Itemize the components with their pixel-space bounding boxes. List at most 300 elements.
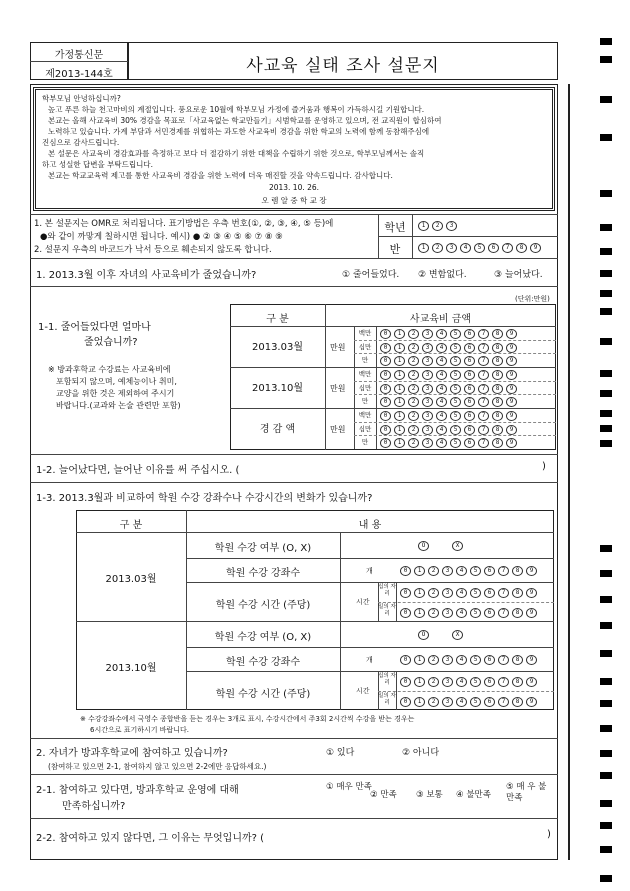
q1-1-digit-separator (354, 340, 556, 341)
amount-digit-5[interactable]: 5 (450, 370, 461, 380)
count-digit-7[interactable]: 7 (498, 566, 509, 576)
q1-3-period-label: 2013.03월 (105, 574, 157, 585)
time-digit-5[interactable]: 5 (470, 588, 481, 598)
amount-digit-4[interactable]: 4 (436, 343, 447, 353)
amount-digit-7[interactable]: 7 (478, 370, 489, 380)
q1-3-count-bubbles[interactable] (400, 565, 540, 576)
amount-digit-8[interactable]: 8 (492, 397, 503, 407)
amount-digit-3[interactable]: 3 (422, 411, 433, 421)
time-digit-9[interactable]: 9 (526, 677, 537, 687)
amount-digit-1[interactable]: 1 (394, 411, 405, 421)
class-option-1[interactable]: 1 (418, 243, 429, 253)
count-digit-4[interactable]: 4 (456, 655, 467, 665)
q2-1-option-3[interactable]: ③ 보통 (416, 790, 443, 800)
q1-1-digit-bubbles[interactable] (380, 342, 520, 353)
amount-digit-9[interactable]: 9 (506, 329, 517, 339)
q1-1-digit-bubbles[interactable] (380, 355, 520, 366)
q2-1-text-1: 2-1. 참여하고 있다면, 방과후학교 운영에 대해 (36, 785, 239, 796)
letter-line: 본 설문은 사교육비 경감효과를 측정하고 보다 더 절감하기 위한 대책을 수립하기 위한 것으로, 학부모님께서는 솔직 (48, 149, 425, 158)
q1-1-digit-bubbles[interactable] (380, 396, 520, 407)
q1-1-digit-label: 만 (361, 438, 369, 446)
amount-digit-9[interactable]: 9 (506, 425, 517, 435)
timing-mark (600, 290, 612, 297)
class-option-5[interactable]: 5 (474, 243, 485, 253)
count-digit-1[interactable]: 1 (414, 566, 425, 576)
q1-3-ox-option-O[interactable] (418, 540, 432, 551)
amount-digit-3[interactable]: 3 (422, 356, 433, 366)
q1-1-digit-label: 백만 (358, 370, 372, 378)
time-digit-5[interactable]: 5 (470, 697, 481, 707)
count-digit-9[interactable]: 9 (526, 566, 537, 576)
amount-digit-3[interactable]: 3 (422, 384, 433, 394)
amount-digit-8[interactable]: 8 (492, 356, 503, 366)
q1-3-time-digit-label: 십의 자리 (378, 673, 396, 686)
letter-line: 학부모님 안녕하십니까? (42, 94, 121, 103)
amount-digit-4[interactable]: 4 (436, 438, 447, 448)
count-digit-4[interactable]: 4 (456, 566, 467, 576)
class-option-3[interactable]: 3 (446, 243, 457, 253)
q1-1-digit-separator (354, 353, 556, 354)
class-option-9[interactable]: 9 (530, 243, 541, 253)
amount-digit-1[interactable]: 1 (394, 343, 405, 353)
amount-digit-4[interactable]: 4 (436, 329, 447, 339)
ox-bubble[interactable]: X (452, 541, 463, 551)
time-digit-1[interactable]: 1 (414, 608, 425, 618)
letter-signature: 오 렘 알 중 학 교 장 (261, 196, 327, 205)
q1-3-footnote-1: ※ 수강강좌수에서 국영수 종합반을 듣는 경우는 3개로 표시, 수강시간에서 주3회 2시간씩 수강을 받는 경우는 (80, 715, 415, 723)
amount-digit-6[interactable]: 6 (464, 370, 475, 380)
timing-mark (600, 772, 612, 779)
q2-2-answer-input[interactable]: ) (547, 829, 551, 840)
time-digit-8[interactable]: 8 (512, 608, 523, 618)
amount-digit-5[interactable]: 5 (450, 356, 461, 366)
amount-digit-9[interactable]: 9 (506, 356, 517, 366)
amount-digit-4[interactable]: 4 (436, 411, 447, 421)
amount-digit-7[interactable]: 7 (478, 438, 489, 448)
time-digit-6[interactable]: 6 (484, 588, 495, 598)
q1-3-time-digit-label: 일의 자리 (378, 603, 396, 617)
amount-digit-6[interactable]: 6 (464, 329, 475, 339)
q1-3-count-unit: 개 (366, 656, 373, 664)
q1-1-digit-label: 십만 (358, 383, 372, 392)
q1-3-item-label: 학원 수강 여부 (O, X) (214, 543, 312, 554)
time-digit-6[interactable]: 6 (484, 677, 495, 687)
amount-digit-6[interactable]: 6 (464, 425, 475, 435)
q1-2-text: 1-2. 늘어났다면, 늘어난 이유를 써 주십시오. ( (36, 465, 240, 476)
time-digit-2[interactable]: 2 (428, 588, 439, 598)
q1-3-time-bubbles[interactable] (400, 696, 540, 707)
amount-digit-9[interactable]: 9 (506, 370, 517, 380)
q1-option-2[interactable]: ② 변함없다. (418, 270, 467, 280)
grade-option-2[interactable]: 2 (432, 221, 443, 231)
q1-1-text-1: 1-1. 줄어들었다면 얼마나 (38, 322, 151, 333)
q1-3-ox-option-O[interactable] (418, 629, 432, 640)
amount-digit-8[interactable]: 8 (492, 411, 503, 421)
instruction-line-1: 1. 본 설문지는 OMR로 처리됩니다. 표기방법은 우측 번호(①, ②, ③, ④, ⑤ 등)에 (34, 219, 334, 229)
amount-digit-2[interactable]: 2 (408, 384, 419, 394)
q1-1-digit-bubbles[interactable] (380, 410, 520, 421)
timing-mark (600, 650, 612, 657)
q1-1-digit-bubbles[interactable] (380, 369, 520, 380)
amount-digit-5[interactable]: 5 (450, 329, 461, 339)
q2-1-option-4[interactable]: ④ 불만족 (456, 790, 491, 800)
q2-1-option-1[interactable]: ① 매우 만족 (326, 782, 372, 792)
q1-1-row-label: 2013.10월 (251, 383, 303, 394)
q1-3-count-bubbles[interactable] (400, 654, 540, 665)
amount-digit-8[interactable]: 8 (492, 343, 503, 353)
q1-3-item-label: 학원 수강 강좌수 (226, 568, 300, 579)
amount-digit-3[interactable]: 3 (422, 370, 433, 380)
amount-digit-7[interactable]: 7 (478, 343, 489, 353)
class-option-4[interactable]: 4 (460, 243, 471, 253)
amount-digit-4[interactable]: 4 (436, 356, 447, 366)
amount-digit-0[interactable]: 0 (380, 356, 391, 366)
letter-line: 높고 푸른 하늘 천고마비의 계절입니다. 풍요로운 10월에 학부모님 가정에 즐거움과 행복이 가득하시길 기원합니다. (48, 105, 425, 114)
q1-3-item-label: 학원 수강 시간 (주당) (215, 688, 311, 700)
q1-1-note-line: 바랍니다.(교과와 논술 관련만 포함) (56, 401, 181, 410)
amount-digit-7[interactable]: 7 (478, 356, 489, 366)
timing-mark (600, 56, 612, 63)
amount-digit-6[interactable]: 6 (464, 411, 475, 421)
amount-digit-9[interactable]: 9 (506, 411, 517, 421)
q1-1-digit-label: 만 (361, 397, 369, 405)
amount-digit-6[interactable]: 6 (464, 384, 475, 394)
timing-mark (600, 270, 612, 277)
timing-mark (600, 370, 612, 377)
timing-mark (600, 308, 612, 315)
time-digit-3[interactable]: 3 (442, 608, 453, 618)
amount-digit-7[interactable]: 7 (478, 425, 489, 435)
timing-mark (600, 750, 612, 757)
q1-1-digit-separator (354, 435, 556, 436)
count-digit-5[interactable]: 5 (470, 566, 481, 576)
timing-mark (600, 224, 612, 231)
timing-mark (600, 700, 612, 707)
q1-1-digit-separator (354, 381, 556, 382)
amount-digit-0[interactable]: 0 (380, 384, 391, 394)
q1-option-1[interactable]: ① 줄어들었다. (342, 270, 400, 280)
amount-digit-1[interactable]: 1 (394, 370, 405, 380)
letter-body (42, 93, 547, 181)
timing-mark (600, 38, 612, 45)
amount-digit-3[interactable]: 3 (422, 425, 433, 435)
q1-1-digit-label: 십만 (358, 342, 372, 351)
q1-3-text: 1-3. 2013.3월과 비교하여 학원 수강 강좌수나 수강시간의 변화가 있습니까? (36, 493, 373, 504)
amount-digit-5[interactable]: 5 (450, 384, 461, 394)
count-digit-2[interactable]: 2 (428, 655, 439, 665)
amount-digit-2[interactable]: 2 (408, 370, 419, 380)
q1-1-digit-divider (376, 408, 377, 449)
ox-bubble[interactable]: X (452, 630, 463, 640)
time-digit-4[interactable]: 4 (456, 697, 467, 707)
doc-number: 제2013-144호 (45, 69, 113, 80)
amount-digit-8[interactable]: 8 (492, 329, 503, 339)
amount-digit-5[interactable]: 5 (450, 425, 461, 435)
q2-1-text-2: 만족하십니까? (62, 801, 126, 812)
amount-digit-2[interactable]: 2 (408, 356, 419, 366)
amount-digit-9[interactable]: 9 (506, 384, 517, 394)
q2-option-1[interactable]: ① 있다 (326, 748, 355, 758)
time-digit-8[interactable]: 8 (512, 588, 523, 598)
timing-mark (600, 190, 612, 197)
timing-mark (600, 425, 612, 432)
amount-digit-0[interactable]: 0 (380, 411, 391, 421)
time-digit-5[interactable]: 5 (470, 677, 481, 687)
count-digit-6[interactable]: 6 (484, 655, 495, 665)
q1-3-time-unit: 시간 (356, 598, 370, 606)
amount-digit-7[interactable]: 7 (478, 397, 489, 407)
time-digit-1[interactable]: 1 (414, 588, 425, 598)
q1-1-digit-separator (354, 422, 556, 423)
amount-digit-7[interactable]: 7 (478, 329, 489, 339)
timing-mark (600, 846, 612, 853)
grade-option-1[interactable]: 1 (418, 221, 429, 231)
count-digit-6[interactable]: 6 (484, 566, 495, 576)
count-digit-7[interactable]: 7 (498, 655, 509, 665)
amount-digit-3[interactable]: 3 (422, 438, 433, 448)
amount-digit-0[interactable]: 0 (380, 370, 391, 380)
ox-bubble[interactable]: O (418, 541, 429, 551)
amount-digit-8[interactable]: 8 (492, 384, 503, 394)
time-digit-4[interactable]: 4 (456, 588, 467, 598)
count-digit-2[interactable]: 2 (428, 566, 439, 576)
time-digit-2[interactable]: 2 (428, 608, 439, 618)
amount-digit-0[interactable]: 0 (380, 329, 391, 339)
q1-1-col-header-2: 사교육비 금액 (409, 314, 472, 325)
amount-digit-5[interactable]: 5 (450, 438, 461, 448)
amount-digit-9[interactable]: 9 (506, 343, 517, 353)
timing-mark (600, 545, 612, 552)
timing-mark (600, 822, 612, 829)
q1-option-3[interactable]: ③ 늘어났다. (494, 270, 543, 280)
amount-digit-8[interactable]: 8 (492, 425, 503, 435)
q1-3-time-digit-label: 일의 자리 (378, 692, 396, 706)
letter-line: 하고 성실한 답변을 부탁드립니다. (42, 160, 153, 169)
grade-label: 학년 (384, 221, 406, 234)
count-digit-3[interactable]: 3 (442, 566, 453, 576)
timing-mark (600, 410, 612, 417)
time-digit-5[interactable]: 5 (470, 608, 481, 618)
q2-1-option-2[interactable]: ② 만족 (370, 790, 397, 800)
time-digit-4[interactable]: 4 (456, 608, 467, 618)
count-digit-5[interactable]: 5 (470, 655, 481, 665)
q1-3-time-separator (378, 602, 554, 603)
q1-3-item-label: 학원 수강 강좌수 (226, 657, 300, 668)
q1-3-col-header-2: 내 용 (358, 520, 382, 531)
amount-digit-8[interactable]: 8 (492, 370, 503, 380)
q1-3-item-separator (186, 647, 554, 648)
q1-3-time-bubbles[interactable] (400, 587, 540, 598)
q1-3-ox-option-X[interactable] (452, 629, 466, 640)
time-digit-9[interactable]: 9 (526, 588, 537, 598)
amount-digit-3[interactable]: 3 (422, 397, 433, 407)
class-bubbles[interactable] (418, 242, 544, 253)
q2-option-2[interactable]: ② 아니다 (402, 748, 440, 758)
q1-3-footnote-2: 6시간으로 표기하시기 바랍니다. (90, 726, 190, 734)
time-digit-6[interactable]: 6 (484, 608, 495, 618)
amount-digit-4[interactable]: 4 (436, 384, 447, 394)
amount-digit-6[interactable]: 6 (464, 438, 475, 448)
count-digit-9[interactable]: 9 (526, 655, 537, 665)
count-digit-8[interactable]: 8 (512, 566, 523, 576)
q1-1-note-line: ※ 방과후학교 수강료는 사교육비에 (48, 365, 171, 374)
grade-bubbles[interactable] (418, 220, 460, 231)
q1-1-digit-bubbles[interactable] (380, 424, 520, 435)
time-digit-8[interactable]: 8 (512, 697, 523, 707)
q1-3-period-label: 2013.10월 (105, 663, 157, 674)
q2-text: 2. 자녀가 방과후학교에 참여하고 있습니까? (36, 748, 228, 759)
amount-digit-5[interactable]: 5 (450, 411, 461, 421)
time-digit-8[interactable]: 8 (512, 677, 523, 687)
letter-line: 노력하고 있습니다. 가계 부담과 서민경제를 위협하는 과도한 사교육비 경감을 위한 학교의 노력에 함께 동참해주심에 (48, 127, 430, 136)
q1-1-note (48, 364, 181, 412)
timing-mark (600, 134, 612, 141)
timing-mark (600, 248, 612, 255)
class-option-7[interactable]: 7 (502, 243, 513, 253)
class-option-6[interactable]: 6 (488, 243, 499, 253)
time-digit-3[interactable]: 3 (442, 677, 453, 687)
amount-digit-4[interactable]: 4 (436, 425, 447, 435)
q1-1-text-2: 줄었습니까? (84, 337, 138, 348)
amount-digit-2[interactable]: 2 (408, 343, 419, 353)
amount-digit-8[interactable]: 8 (492, 438, 503, 448)
q1-3-item-separator (186, 558, 554, 559)
amount-digit-4[interactable]: 4 (436, 370, 447, 380)
timing-mark (600, 338, 612, 345)
issuer: 가정통신문 (54, 50, 104, 61)
q1-1-unit-note: (단위:만원) (515, 295, 550, 303)
amount-digit-2[interactable]: 2 (408, 411, 419, 421)
time-digit-1[interactable]: 1 (414, 677, 425, 687)
time-digit-0[interactable]: 0 (400, 697, 411, 707)
count-digit-0[interactable]: 0 (400, 566, 411, 576)
amount-digit-1[interactable]: 1 (394, 425, 405, 435)
count-digit-3[interactable]: 3 (442, 655, 453, 665)
ox-bubble[interactable]: O (418, 630, 429, 640)
amount-digit-3[interactable]: 3 (422, 329, 433, 339)
q1-1-digit-label: 십만 (358, 424, 372, 433)
amount-digit-7[interactable]: 7 (478, 384, 489, 394)
amount-digit-0[interactable]: 0 (380, 397, 391, 407)
count-digit-8[interactable]: 8 (512, 655, 523, 665)
q1-1-digit-bubbles[interactable] (380, 437, 520, 448)
amount-digit-0[interactable]: 0 (380, 438, 391, 448)
grade-option-3[interactable]: 3 (446, 221, 457, 231)
amount-digit-4[interactable]: 4 (436, 397, 447, 407)
instruction-line-2: ●와 같이 까맣게 칠하시면 됩니다. 예시) ● ② ③ ④ ⑤ ⑥ ⑦ ⑧ ⑨ (40, 232, 283, 242)
timing-mark (600, 725, 612, 732)
time-digit-7[interactable]: 7 (498, 608, 509, 618)
q1-1-digit-divider (376, 326, 377, 367)
amount-digit-1[interactable]: 1 (394, 356, 405, 366)
amount-digit-9[interactable]: 9 (506, 438, 517, 448)
amount-digit-2[interactable]: 2 (408, 329, 419, 339)
time-digit-1[interactable]: 1 (414, 697, 425, 707)
class-option-2[interactable]: 2 (432, 243, 443, 253)
time-digit-2[interactable]: 2 (428, 677, 439, 687)
time-digit-2[interactable]: 2 (428, 697, 439, 707)
amount-digit-3[interactable]: 3 (422, 343, 433, 353)
time-digit-9[interactable]: 9 (526, 697, 537, 707)
amount-digit-6[interactable]: 6 (464, 343, 475, 353)
time-digit-7[interactable]: 7 (498, 588, 509, 598)
time-digit-3[interactable]: 3 (442, 588, 453, 598)
amount-digit-1[interactable]: 1 (394, 397, 405, 407)
q1-3-item-separator (186, 582, 554, 583)
class-option-8[interactable]: 8 (516, 243, 527, 253)
amount-digit-2[interactable]: 2 (408, 397, 419, 407)
q1-1-digit-bubbles[interactable] (380, 328, 520, 339)
timing-mark (600, 875, 612, 882)
amount-digit-1[interactable]: 1 (394, 329, 405, 339)
amount-digit-6[interactable]: 6 (464, 397, 475, 407)
amount-digit-0[interactable]: 0 (380, 425, 391, 435)
time-digit-9[interactable]: 9 (526, 608, 537, 618)
q1-2-answer-input[interactable]: ) (542, 461, 546, 472)
timing-mark (600, 596, 612, 603)
q1-3-count-unit: 개 (366, 567, 373, 575)
amount-digit-1[interactable]: 1 (394, 438, 405, 448)
letter-line: 본교는 학교교육력 제고를 통한 사교육비 경감을 위한 노력에 더욱 매진할 것을 약속드립니다. 감사합니다. (48, 171, 393, 180)
amount-digit-1[interactable]: 1 (394, 384, 405, 394)
count-digit-0[interactable]: 0 (400, 655, 411, 665)
amount-digit-6[interactable]: 6 (464, 356, 475, 366)
time-digit-0[interactable]: 0 (400, 608, 411, 618)
timing-mark (600, 390, 612, 397)
q2-2-text: 2-2. 참여하고 있지 않다면, 그 이유는 무엇입니까? ( (36, 833, 265, 844)
q1-1-digit-bubbles[interactable] (380, 383, 520, 394)
page-title: 사교육 실태 조사 설문지 (246, 56, 440, 76)
q1-1-row-label: 경 감 액 (259, 424, 296, 435)
amount-digit-7[interactable]: 7 (478, 411, 489, 421)
amount-digit-5[interactable]: 5 (450, 397, 461, 407)
q1-3-time-bubbles[interactable] (400, 676, 540, 687)
timing-mark (600, 570, 612, 577)
time-digit-0[interactable]: 0 (400, 677, 411, 687)
q1-1-col-header-1: 구 분 (266, 314, 289, 325)
time-digit-7[interactable]: 7 (498, 677, 509, 687)
amount-digit-9[interactable]: 9 (506, 397, 517, 407)
q2-1-option-5[interactable]: ⑤ 매 우 불만족 (506, 782, 547, 803)
amount-digit-2[interactable]: 2 (408, 425, 419, 435)
time-digit-3[interactable]: 3 (442, 697, 453, 707)
count-digit-1[interactable]: 1 (414, 655, 425, 665)
q1-1-digit-divider (376, 367, 377, 408)
letter-date: 2013. 10. 26. (268, 183, 320, 192)
q1-1-digit-label: 백만 (358, 411, 372, 419)
q1-1-row-unit: 만원 (330, 425, 346, 434)
amount-digit-5[interactable]: 5 (450, 343, 461, 353)
q1-3-item-label: 학원 수강 시간 (주당) (215, 599, 311, 611)
time-digit-6[interactable]: 6 (484, 697, 495, 707)
time-digit-0[interactable]: 0 (400, 588, 411, 598)
timing-mark (600, 678, 612, 685)
class-label: 반 (389, 243, 401, 256)
q1-3-time-digit-label: 십의 자리 (378, 584, 396, 597)
q1-3-time-separator (378, 691, 554, 692)
timing-mark (600, 96, 612, 103)
time-digit-7[interactable]: 7 (498, 697, 509, 707)
q1-3-col-header-1: 구 분 (119, 520, 143, 531)
q1-3-time-bubbles[interactable] (400, 607, 540, 618)
time-digit-4[interactable]: 4 (456, 677, 467, 687)
amount-digit-0[interactable]: 0 (380, 343, 391, 353)
q1-3-ox-option-X[interactable] (452, 540, 466, 551)
timing-mark (600, 622, 612, 629)
q1-1-digit-label: 만 (361, 356, 369, 364)
q1-1-row-label: 2013.03월 (251, 342, 303, 353)
amount-digit-2[interactable]: 2 (408, 438, 419, 448)
